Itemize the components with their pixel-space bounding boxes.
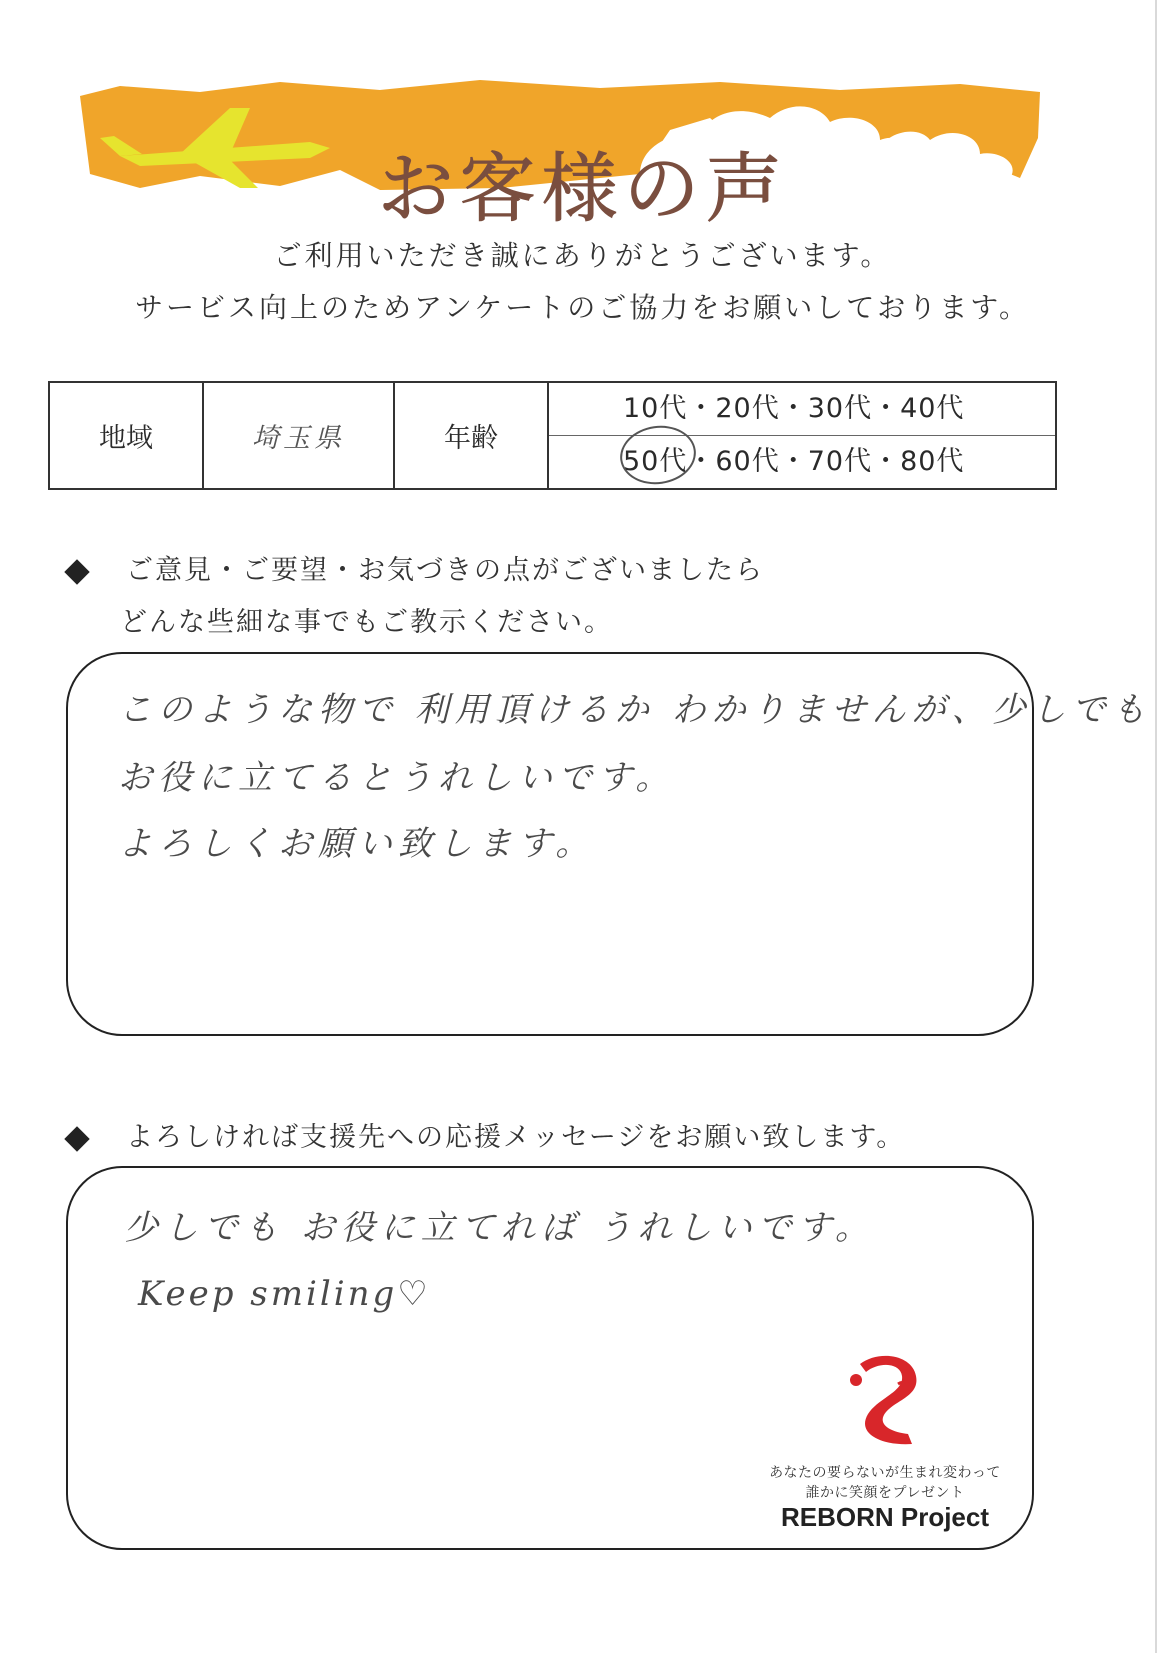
age-label: 年齢 — [394, 382, 548, 489]
reborn-mark-icon — [842, 1350, 928, 1448]
age-row-1: 10代・20代・30代・40代 — [549, 383, 1055, 436]
answer-box-1 — [66, 652, 1152, 1036]
question-2-line-1: よろしければ支援先への応援メッセージをお願い致します。 — [126, 1122, 906, 1153]
logo-tagline-1: あなたの要らないが生まれ変わって — [769, 1465, 1001, 1481]
answer-2-line-2: Keep smiling♡ — [138, 1274, 431, 1314]
intro-line-1: ご利用いただき誠にありがとうございます。 — [273, 239, 892, 272]
age-options — [548, 382, 1056, 489]
diamond-bullet-icon — [64, 559, 89, 584]
age-row-2: 50代・60代・70代・80代 — [623, 446, 965, 477]
answer-1-line-1: このような物で 利用頂けるか わかりませんが、少しでも — [118, 690, 1152, 730]
answer-2-line-1: 少しでも お役に立てれば うれしいです。 — [124, 1208, 875, 1248]
logo-name: REBORN Project — [780, 1502, 990, 1532]
question-2 — [60, 1115, 905, 1154]
answer-1-line-3: よろしくお願い致します。 — [118, 824, 596, 864]
question-1 — [60, 548, 764, 587]
diamond-bullet-icon — [64, 1126, 89, 1151]
logo-tagline-2: 誰かに笑顔をプレゼント — [805, 1485, 965, 1501]
reborn-logo — [760, 1340, 1010, 1540]
region-value: 埼玉県 — [203, 382, 394, 489]
intro-line-2: サービス向上のためアンケートのご協力をお願いしております。 — [134, 291, 1031, 324]
question-1-line-2: どんな些細な事でもご教示ください。 — [120, 607, 613, 638]
region-label: 地域 — [49, 382, 203, 489]
question-1-line-1: ご意見・ご要望・お気づきの点がございましたら — [126, 555, 764, 586]
info-table — [48, 381, 1057, 490]
page-title: お客様の声 — [377, 144, 788, 233]
answer-1-line-2: お役に立てるとうれしいです。 — [118, 758, 676, 798]
